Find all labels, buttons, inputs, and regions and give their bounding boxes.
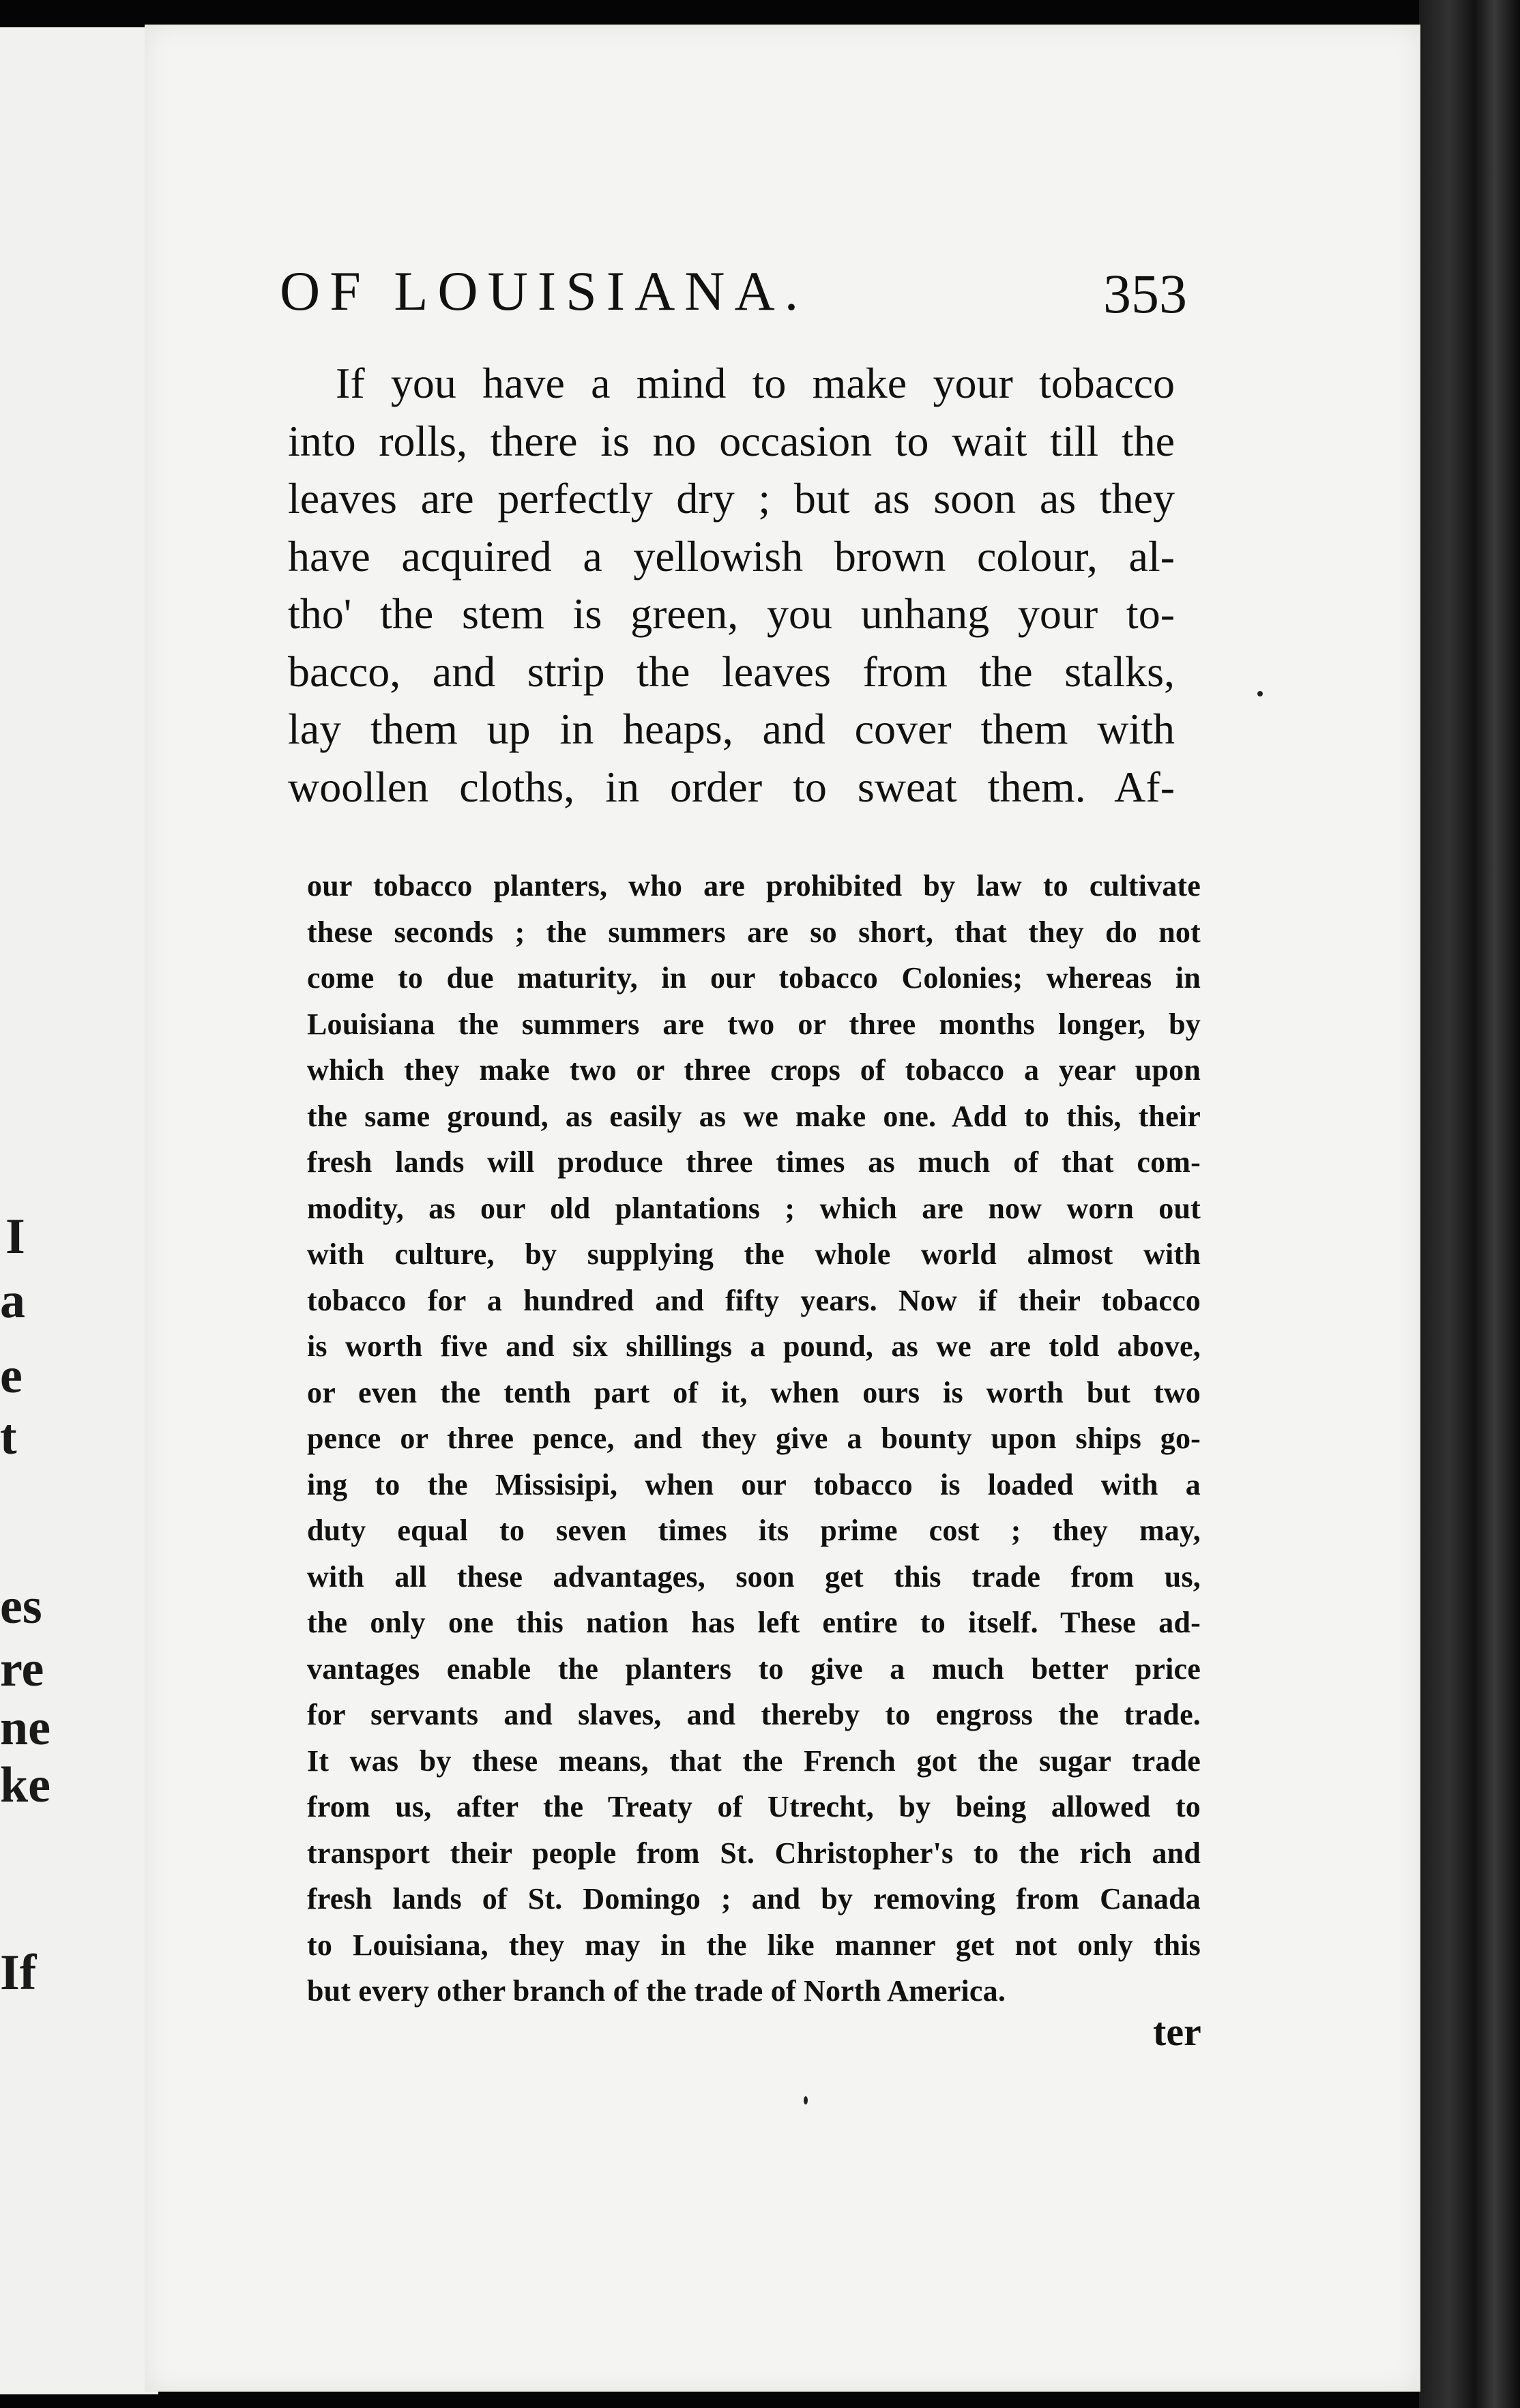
left-page-fragment: re [0,1641,44,1697]
footnote-line: fresh lands will produce three times as much of that com- [307,1145,1201,1179]
left-page-fragment: a [0,1273,25,1329]
text-line: lay them up in heaps, and cover them with [288,705,1175,753]
footnote-line: fresh lands of St. Domingo ; and by removing from Canada [307,1882,1201,1915]
left-page-fragment: t [0,1409,17,1465]
catchword: ter [1153,2010,1201,2054]
footnote-line: is worth five and six shillings a pound, as we are told above, [307,1330,1201,1363]
footnote-line: tobacco for a hundred and fifty years. Now if their tobacco [307,1283,1201,1317]
ink-speck [804,2096,808,2104]
left-page-fragment: If [0,1945,37,2001]
text-line: tho' the stem is green, you unhang your to- [288,589,1175,638]
text-line: bacco, and strip the leaves from the stalks, [288,647,1175,696]
footnote-line: modity, as our old plantations ; which are now worn out [307,1191,1201,1225]
footnote-line: transport their people from St. Christopher's to the rich and [307,1836,1201,1870]
left-neighbour-page [0,27,158,2394]
left-page-fragment: es [0,1579,42,1634]
footnote-line: from us, after the Treaty of Utrecht, by being allowed to [307,1790,1201,1823]
binding-edge [1419,0,1520,2408]
text-line: leaves are perfectly dry ; but as soon as they [288,474,1175,523]
footnote-line: our tobacco planters, who are prohibited by law to cultivate [307,869,1201,902]
left-page-fragment: ke [0,1757,50,1813]
ink-speck [1257,691,1263,696]
footnote-line: for servants and slaves, and thereby to engross the trade. [307,1698,1201,1731]
footnote-line: It was by these means, that the French got the sugar trade [307,1744,1201,1778]
main-text [288,355,1175,816]
footnote-line: with culture, by supplying the whole world almost with [307,1237,1201,1271]
footnote-line: with all these advantages, soon get this trade from us, [307,1559,1201,1594]
text-line: have acquired a yellowish brown colour, al- [288,531,1175,581]
running-title: OF LOUISIANA. [280,260,808,322]
footnote-line: but every other branch of the trade of North America. [307,1974,1006,2008]
footnote-line: Louisiana the summers are two or three months longer, by [307,1007,1201,1041]
footnote-line: ing to the Missisipi, when our tobacco is loaded with a [307,1467,1201,1501]
page-number: 353 [1103,263,1187,325]
text-line: woollen cloths, in order to sweat them. Af- [288,762,1175,811]
footnote-line: duty equal to seven times its prime cost ; they may, [307,1514,1201,1547]
footnote-line: these seconds ; the summers are so short, that they do not [307,915,1201,949]
footnote-line: come to due maturity, in our tobacco Colonies; whereas in [307,961,1201,995]
left-page-fragment: e [0,1348,23,1404]
left-page-fragment: I [5,1209,25,1265]
footnote-line: which they make two or three crops of tobacco a year upon [307,1053,1201,1087]
footnote-line: to Louisiana, they may in the like manner get not only this [307,1928,1201,1962]
footnote-line: or even the tenth part of it, when ours is worth but two [307,1375,1201,1409]
footnote-line: vantages enable the planters to give a much better price [307,1651,1201,1686]
footnote-line: the only one this nation has left entire to itself. These ad- [307,1606,1201,1639]
text-line: If you have a mind to make your tobacco [336,359,1175,407]
running-header [280,259,1187,348]
footnote [307,863,1201,2014]
left-page-fragment: ne [0,1700,50,1756]
footnote-line: the same ground, as easily as we make one. Add to this, their [307,1099,1201,1133]
text-line: into rolls, there is no occasion to wait till the [288,416,1175,465]
footnote-line: pence or three pence, and they give a bounty upon ships go- [307,1422,1201,1455]
